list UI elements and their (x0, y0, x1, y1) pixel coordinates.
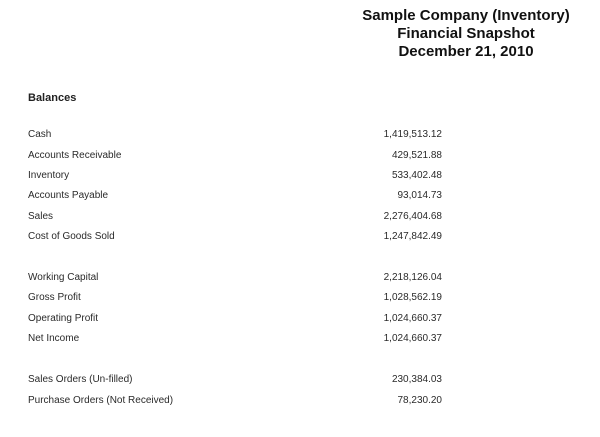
row-label: Operating Profit (28, 313, 99, 324)
row-value: 78,230.20 (397, 395, 442, 406)
row-label: Accounts Payable (28, 190, 109, 201)
row-label: Cost of Goods Sold (28, 231, 115, 242)
row-label: Sales Orders (Un-filled) (28, 374, 133, 385)
balance-row-purchase-orders (0, 394, 600, 412)
balance-row-cash (0, 128, 600, 146)
balance-row-accounts-receivable (0, 149, 600, 167)
row-value: 93,014.73 (397, 190, 442, 201)
row-value: 1,419,513.12 (383, 129, 442, 140)
balance-row-gross-profit (0, 291, 600, 309)
row-label: Sales (28, 211, 54, 222)
row-label: Working Capital (28, 272, 99, 283)
balance-row-sales (0, 210, 600, 228)
balance-row-operating-profit (0, 312, 600, 330)
row-label: Accounts Receivable (28, 150, 122, 161)
balance-row-working-capital (0, 271, 600, 289)
section-title-balances: Balances (28, 92, 77, 104)
balance-row-inventory (0, 169, 600, 187)
row-value: 2,276,404.68 (383, 211, 442, 222)
balance-row-cost-of-goods-sold (0, 230, 600, 248)
row-value: 1,247,842.49 (383, 231, 442, 242)
row-label: Inventory (28, 170, 70, 181)
row-label: Gross Profit (28, 292, 81, 303)
balance-row-sales-orders (0, 373, 600, 391)
row-value: 533,402.48 (391, 170, 442, 181)
row-label: Net Income (28, 333, 80, 344)
row-value: 1,024,660.37 (383, 313, 442, 324)
balance-row-net-income (0, 332, 600, 350)
row-value: 1,028,562.19 (383, 292, 442, 303)
balance-row-accounts-payable (0, 189, 600, 207)
row-value: 230,384.03 (391, 374, 442, 385)
company-name: Sample Company (Inventory) (362, 7, 570, 24)
row-label: Cash (28, 129, 52, 140)
report-date: December 21, 2010 (398, 43, 534, 60)
row-label: Purchase Orders (Not Received) (28, 395, 174, 406)
row-value: 429,521.88 (391, 150, 442, 161)
report-title: Financial Snapshot (397, 25, 535, 42)
row-value: 1,024,660.37 (383, 333, 442, 344)
row-value: 2,218,126.04 (383, 272, 442, 283)
